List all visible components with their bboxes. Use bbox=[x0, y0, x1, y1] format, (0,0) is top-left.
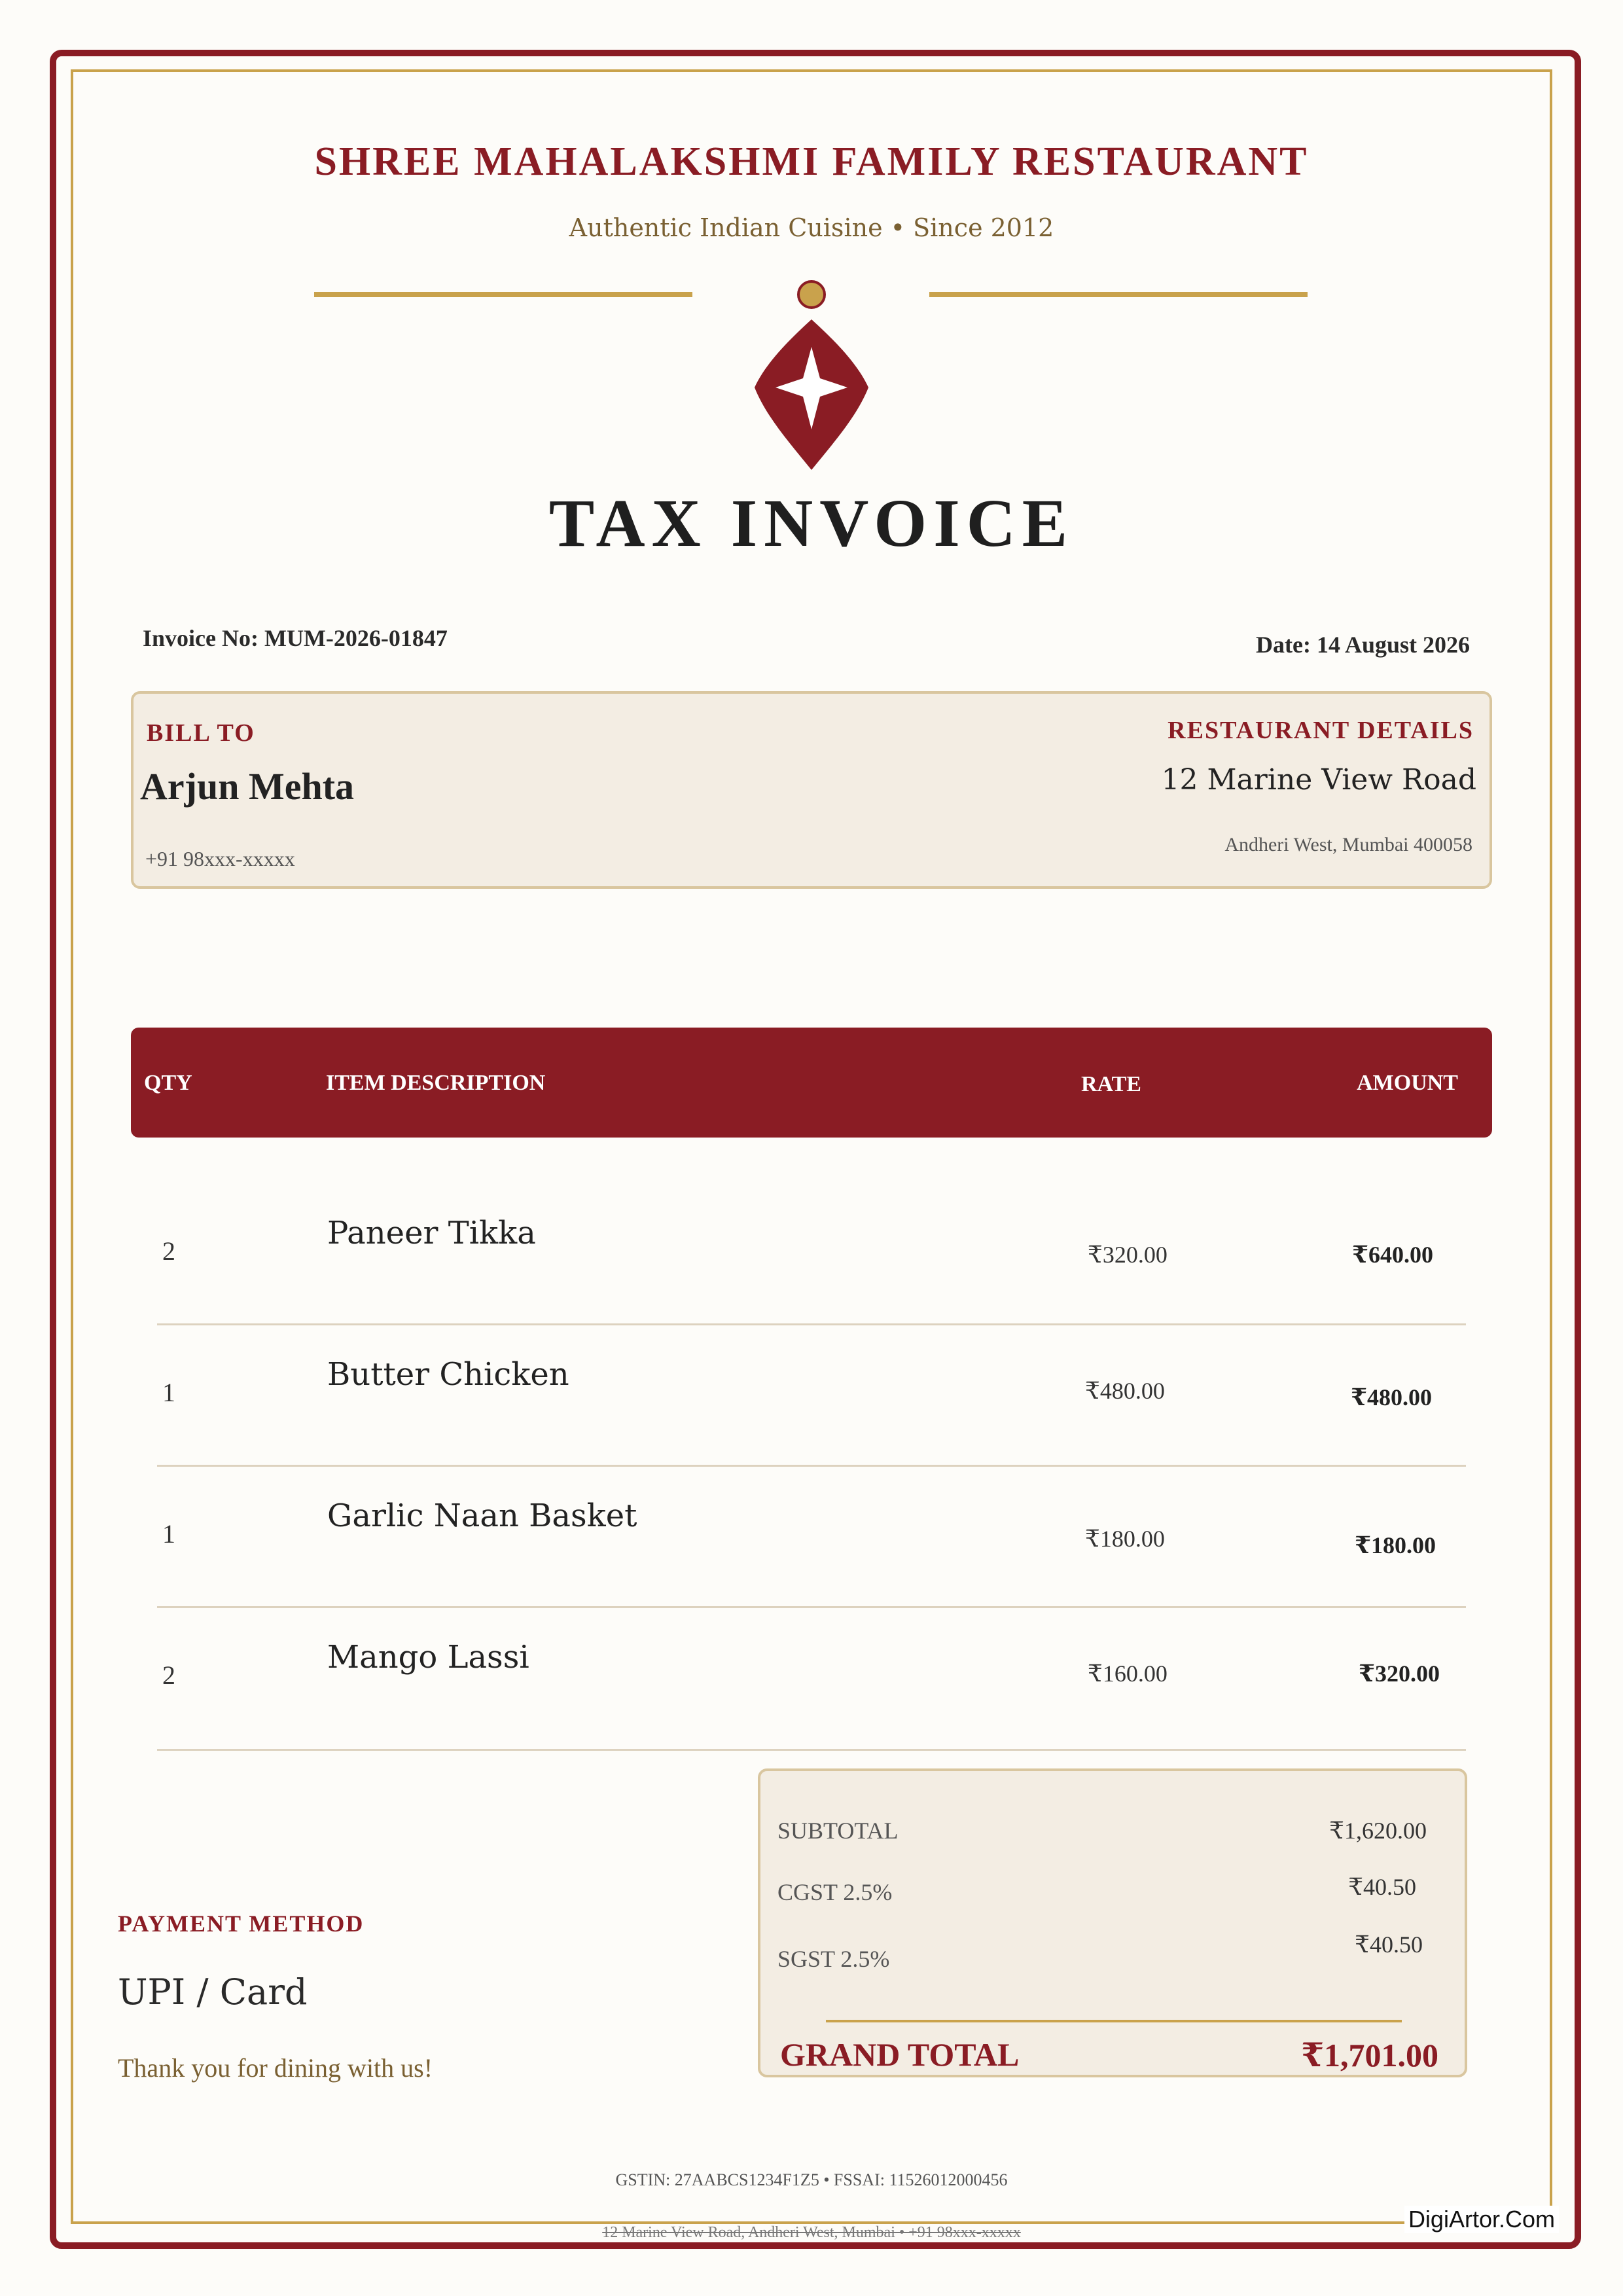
subtotal-value: ₹1,620.00 bbox=[1329, 1818, 1427, 1844]
item-qty: 1 bbox=[162, 1378, 175, 1407]
item-amount: ₹640.00 bbox=[1351, 1242, 1433, 1268]
invoice-date: Date: 14 August 2026 bbox=[1255, 632, 1470, 658]
totals-divider bbox=[826, 2020, 1402, 2022]
item-rate: ₹480.00 bbox=[1085, 1378, 1165, 1404]
watermark: DigiArtor.Com bbox=[1404, 2206, 1559, 2233]
grand-total-value: ₹1,701.00 bbox=[1301, 2037, 1438, 2073]
row-divider bbox=[157, 1749, 1466, 1751]
sgst-label: SGST 2.5% bbox=[777, 1946, 890, 1972]
footer-registration-ids: GSTIN: 27AABCS1234F1Z5 • FSSAI: 11526012000456 bbox=[615, 2170, 1008, 2189]
column-header-amount: AMOUNT bbox=[1357, 1071, 1458, 1095]
item-description: Paneer Tikka bbox=[327, 1215, 536, 1251]
restaurant-address-line1: 12 Marine View Road bbox=[1161, 763, 1476, 797]
item-description: Butter Chicken bbox=[327, 1356, 569, 1393]
cgst-label: CGST 2.5% bbox=[777, 1879, 893, 1905]
row-divider bbox=[157, 1606, 1466, 1608]
customer-phone: +91 98xxx-xxxxx bbox=[145, 847, 295, 870]
grand-total-label: GRAND TOTAL bbox=[780, 2036, 1020, 2073]
star-emblem-icon bbox=[749, 275, 874, 478]
divider-right bbox=[929, 292, 1308, 297]
invoice-number: Invoice No: MUM-2026-01847 bbox=[143, 625, 448, 651]
customer-name: Arjun Mehta bbox=[140, 765, 355, 808]
bill-to-label: BILL TO bbox=[147, 719, 255, 747]
item-qty: 2 bbox=[162, 1660, 175, 1690]
row-divider bbox=[157, 1323, 1466, 1325]
item-rate: ₹180.00 bbox=[1085, 1526, 1165, 1552]
totals-panel bbox=[758, 1768, 1467, 2077]
column-header-qty: QTY bbox=[144, 1071, 192, 1095]
restaurant-name: SHREE MAHALAKSHMI FAMILY RESTAURANT bbox=[314, 139, 1309, 184]
item-qty: 1 bbox=[162, 1519, 175, 1549]
sgst-value: ₹40.50 bbox=[1355, 1931, 1423, 1958]
restaurant-address-line2: Andheri West, Mumbai 400058 bbox=[1224, 834, 1472, 855]
tagline: Authentic Indian Cuisine • Since 2012 bbox=[569, 213, 1054, 242]
item-description: Garlic Naan Basket bbox=[327, 1498, 637, 1534]
subtotal-label: SUBTOTAL bbox=[777, 1818, 899, 1844]
cgst-value: ₹40.50 bbox=[1348, 1874, 1416, 1900]
item-description: Mango Lassi bbox=[327, 1639, 529, 1676]
item-amount: ₹480.00 bbox=[1350, 1384, 1432, 1410]
item-amount: ₹320.00 bbox=[1358, 1660, 1440, 1687]
row-divider bbox=[157, 1465, 1466, 1467]
item-rate: ₹160.00 bbox=[1088, 1660, 1168, 1687]
column-header-description: ITEM DESCRIPTION bbox=[326, 1071, 546, 1095]
thank-you-note: Thank you for dining with us! bbox=[118, 2053, 433, 2083]
restaurant-details-label: RESTAURANT DETAILS bbox=[1168, 717, 1474, 744]
divider-left bbox=[314, 292, 692, 297]
item-qty: 2 bbox=[162, 1236, 175, 1266]
item-rate: ₹320.00 bbox=[1088, 1242, 1168, 1268]
payment-method-value: UPI / Card bbox=[118, 1971, 308, 2013]
footer-address: 12 Marine View Road, Andheri West, Mumbai • +91 98xxx-xxxxx bbox=[602, 2224, 1021, 2241]
item-amount: ₹180.00 bbox=[1354, 1532, 1436, 1558]
document-title: TAX INVOICE bbox=[548, 486, 1075, 561]
payment-method-label: PAYMENT METHOD bbox=[118, 1910, 365, 1937]
column-header-rate: RATE bbox=[1081, 1072, 1141, 1096]
